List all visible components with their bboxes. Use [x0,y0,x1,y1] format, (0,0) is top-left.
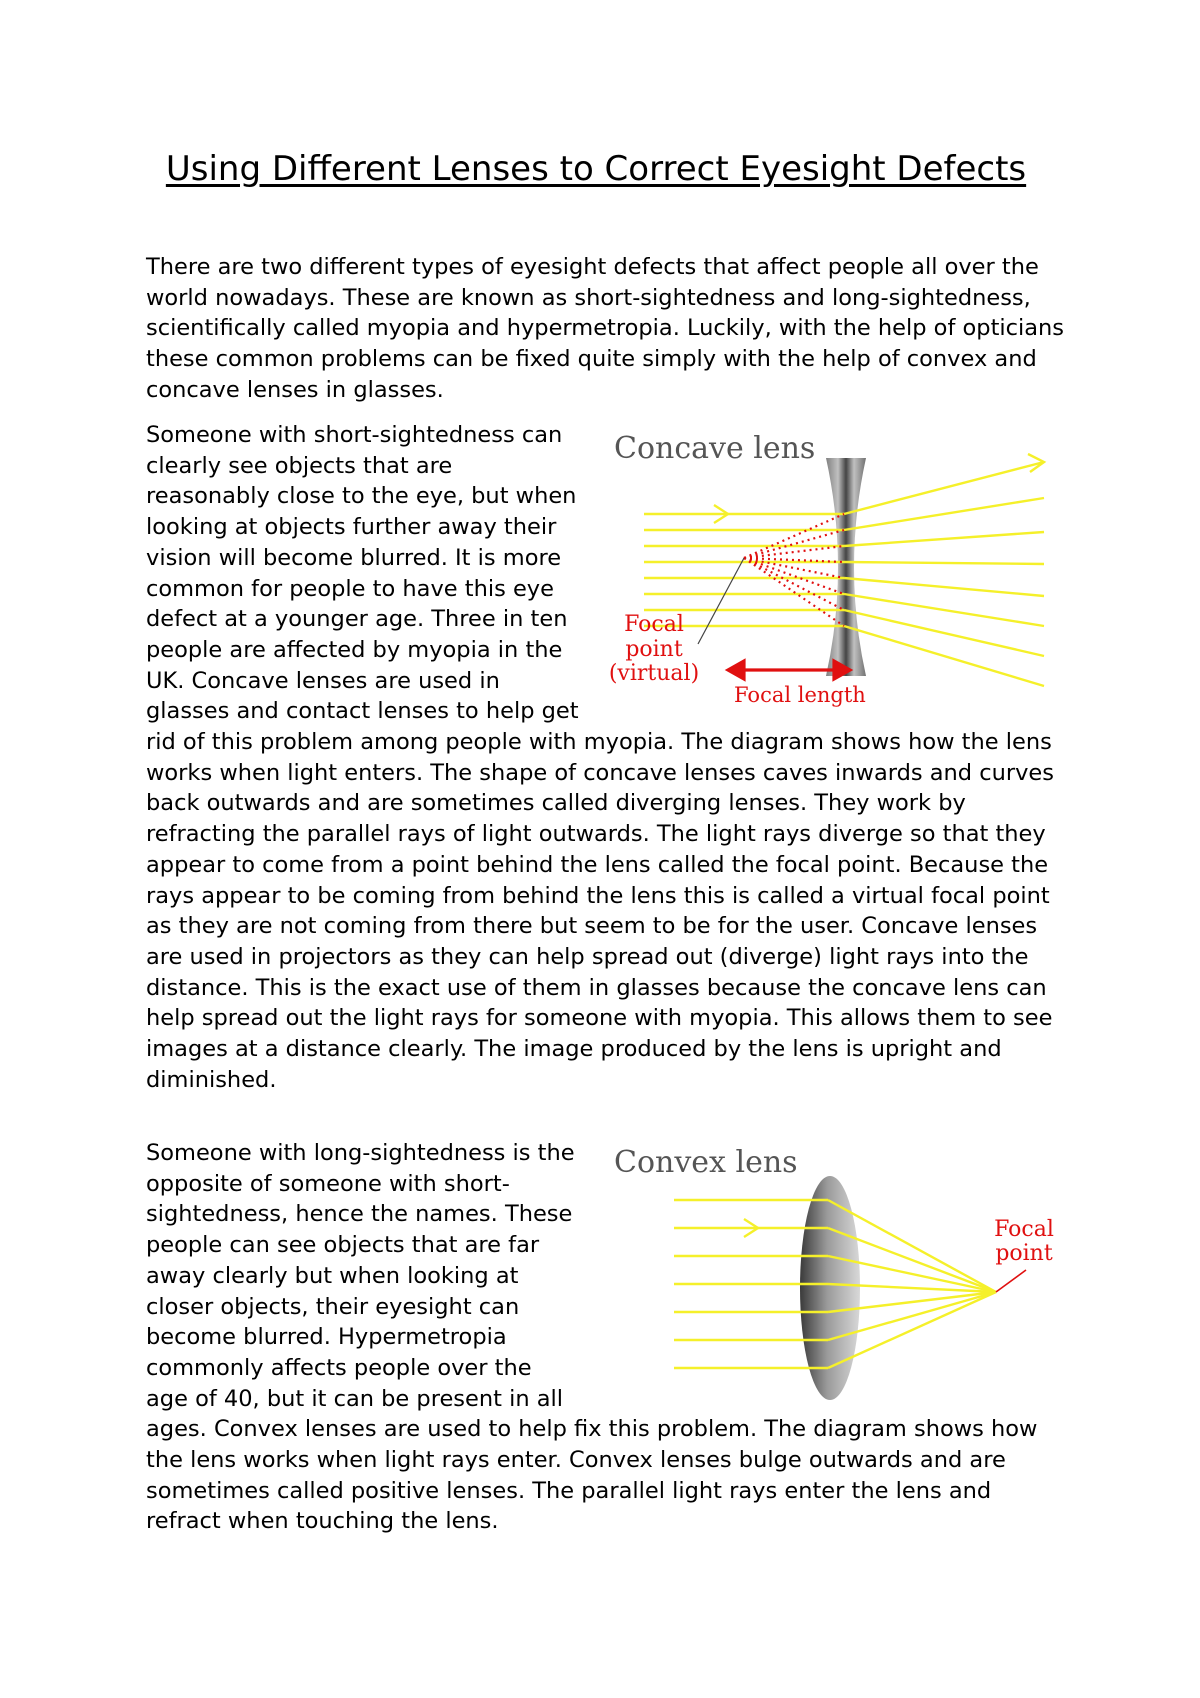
concave-focal-label-3: (virtual) [608,661,700,686]
intro-paragraph: There are two different types of eyesight defects that affect people all over the world nowadays. These are known as short-sightedness and long-sightedness, scientifically called myopia and hypermetropia. Luckily, with the help of opticians these common problems can be fixed quite simply with the help of convex and concave lenses in glasses. [146,254,1065,403]
hypermetropia-paragraph: Someone with long-sightedness is the opposite of someone with short-sightedness, hence the names. These people can see objects that are far away clearly but when looking at closer objects, their eyesight can become blurred. Hypermetropia commonly affects people over the age of 40, but it can be present in all ages. Convex lenses are used to help fix this problem. The diagram shows how the lens works when light rays enter. Convex lenses bulge outwards and are sometimes called positive lenses. The parallel light rays enter the lens and refract when touching the lens. [146,1138,1066,1537]
concave-focal-label-1: Focal [624,612,684,637]
page-title: Using Different Lenses to Correct Eyesight Defects [165,149,1027,189]
concave-focal-label-2: point [625,637,683,662]
concave-focal-length-label: Focal length [734,683,866,707]
convex-diagram-title: Convex lens [614,1145,798,1180]
figure-spacer [580,420,1066,714]
convex-focal-label-1: Focal [994,1217,1054,1242]
concave-diagram-title: Concave lens [614,431,816,466]
figure-spacer [580,1138,1066,1402]
myopia-paragraph: Someone with short-sightedness can clearly see objects that are reasonably close to the eye, but when looking at objects further away their vision will become blurred. It is more common for people to have this eye defect at a younger age. Three in ten people are affected by myopia in the UK. Concave lenses are used in glasses and contact lenses to help get rid of this problem among people with myopia. The diagram shows how the lens works when light enters. The shape of concave lenses caves inwards and curves back outwards and are sometimes called diverging lenses. They work by refracting the parallel rays of light outwards. The light rays diverge so that they appear to come from a point behind the lens called the focal point. Because the rays appear to be coming from behind the lens this is called a virtual focal point as they are not coming from there but seem to be for the user. Concave lenses are used in projectors as they can help spread out (diverge) light rays into the distance. This is the exact use of them in glasses because the concave lens can help spread out the light rays for someone with myopia. This allows them to see images at a distance clearly. The image produced by the lens is upright and diminished. [146,420,1066,1095]
convex-focal-label-2: point [995,1241,1053,1266]
